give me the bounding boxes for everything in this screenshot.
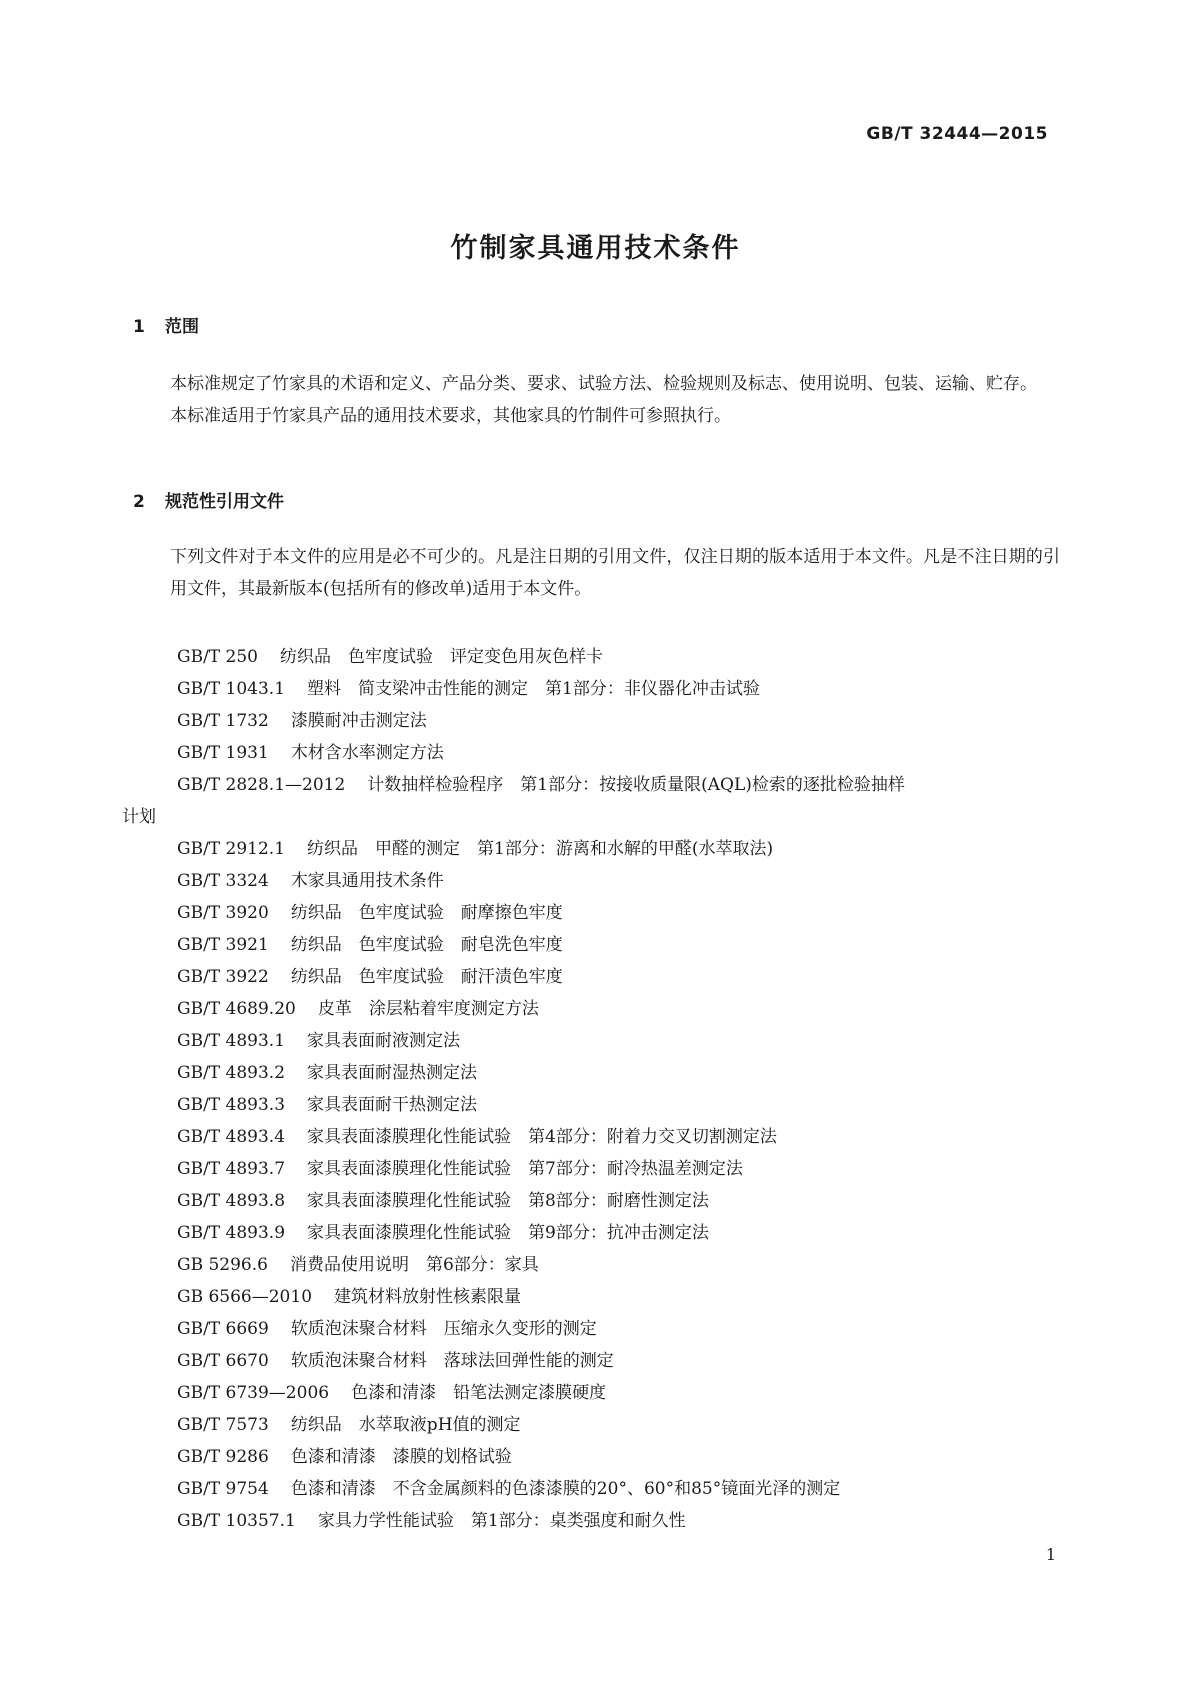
reference-title: 纺织品 色牢度试验 评定变色用灰色样卡 bbox=[280, 647, 603, 667]
standard-code: GB/T 32444—2015 bbox=[866, 124, 1048, 144]
reference-code: GB/T 6670 bbox=[177, 1351, 269, 1371]
reference-item bbox=[122, 769, 1060, 833]
reference-title: 木材含水率测定方法 bbox=[290, 743, 444, 763]
reference-code: GB/T 3922 bbox=[177, 967, 269, 987]
reference-title: 家具表面漆膜理化性能试验 第7部分：耐冷热温差测定法 bbox=[307, 1159, 743, 1179]
reference-code: GB/T 4893.3 bbox=[177, 1095, 286, 1115]
document-title: 竹制家具通用技术条件 bbox=[450, 233, 741, 264]
reference-code: GB/T 10357.1 bbox=[177, 1511, 296, 1531]
section-title: 规范性引用文件 bbox=[165, 492, 284, 512]
reference-item bbox=[122, 993, 1060, 1025]
section-heading-scope bbox=[133, 312, 199, 337]
reference-item bbox=[122, 1057, 1060, 1089]
reference-title: 家具表面耐液测定法 bbox=[307, 1031, 461, 1051]
reference-title: 纺织品 水萃取液pH值的测定 bbox=[290, 1415, 521, 1435]
reference-code: GB/T 4893.8 bbox=[177, 1191, 286, 1211]
reference-item bbox=[122, 705, 1060, 737]
reference-title: 家具表面漆膜理化性能试验 第8部分：耐磨性测定法 bbox=[307, 1191, 709, 1211]
reference-code: GB/T 7573 bbox=[177, 1415, 269, 1435]
reference-code: GB 5296.6 bbox=[177, 1255, 268, 1275]
page-number: 1 bbox=[1045, 1545, 1056, 1564]
reference-code: GB 6566—2010 bbox=[177, 1287, 313, 1307]
reference-item bbox=[122, 1441, 1060, 1473]
reference-item bbox=[122, 1505, 1060, 1537]
reference-item bbox=[122, 673, 1060, 705]
reference-title: 色漆和清漆 不含金属颜料的色漆漆膜的20°、60°和85°镜面光泽的测定 bbox=[290, 1479, 841, 1499]
reference-code: GB/T 9286 bbox=[177, 1447, 269, 1467]
reference-title: 家具表面耐干热测定法 bbox=[307, 1095, 478, 1115]
reference-code: GB/T 2912.1 bbox=[177, 839, 286, 859]
reference-item bbox=[122, 1281, 1060, 1313]
reference-code: GB/T 3920 bbox=[177, 903, 269, 923]
reference-item bbox=[122, 897, 1060, 929]
reference-code: GB/T 4893.7 bbox=[177, 1159, 286, 1179]
reference-title: 木家具通用技术条件 bbox=[290, 871, 444, 891]
section-number: 1 bbox=[133, 317, 145, 337]
reference-title: 软质泡沫聚合材料 压缩永久变形的测定 bbox=[290, 1319, 597, 1339]
reference-item bbox=[122, 833, 1060, 865]
reference-code: GB/T 250 bbox=[177, 647, 258, 667]
reference-code: GB/T 3324 bbox=[177, 871, 269, 891]
reference-title: 纺织品 色牢度试验 耐皂洗色牢度 bbox=[290, 935, 563, 955]
reference-title: 建筑材料放射性核素限量 bbox=[334, 1287, 522, 1307]
paragraph-text: 下列文件对于本文件的应用是必不可少的。凡是注日期的引用文件，仅注日期的版本适用于本文件。凡是不注日期的引用文件，其最新版本(包括所有的修改单)适用于本文件。 bbox=[170, 547, 1060, 599]
reference-code: GB/T 4893.4 bbox=[177, 1127, 286, 1147]
reference-item bbox=[122, 1377, 1060, 1409]
reference-item bbox=[122, 1313, 1060, 1345]
reference-item bbox=[122, 1217, 1060, 1249]
reference-item bbox=[122, 961, 1060, 993]
reference-item bbox=[122, 1089, 1060, 1121]
reference-item bbox=[122, 1121, 1060, 1153]
paragraph bbox=[122, 368, 1060, 432]
section-heading-references bbox=[133, 487, 284, 512]
reference-title: 皮革 涂层粘着牢度测定方法 bbox=[317, 999, 539, 1019]
paragraph-text: 本标准适用于竹家具产品的通用技术要求，其他家具的竹制件可参照执行。 bbox=[170, 406, 731, 426]
reference-title: 色漆和清漆 漆膜的划格试验 bbox=[290, 1447, 512, 1467]
reference-item bbox=[122, 1025, 1060, 1057]
reference-title: 色漆和清漆 铅笔法测定漆膜硬度 bbox=[351, 1383, 607, 1403]
reference-list bbox=[122, 641, 1060, 1537]
reference-item bbox=[122, 1409, 1060, 1441]
reference-code: GB/T 1732 bbox=[177, 711, 269, 731]
reference-code: GB/T 1043.1 bbox=[177, 679, 286, 699]
section-number: 2 bbox=[133, 492, 145, 512]
reference-title: 家具表面漆膜理化性能试验 第9部分：抗冲击测定法 bbox=[307, 1223, 709, 1243]
reference-code: GB/T 6739—2006 bbox=[177, 1383, 330, 1403]
reference-item bbox=[122, 737, 1060, 769]
reference-code: GB/T 4893.9 bbox=[177, 1223, 286, 1243]
reference-item bbox=[122, 1153, 1060, 1185]
reference-item bbox=[122, 641, 1060, 673]
reference-item bbox=[122, 865, 1060, 897]
reference-code: GB/T 4893.1 bbox=[177, 1031, 286, 1051]
reference-title: 漆膜耐冲击测定法 bbox=[290, 711, 427, 731]
reference-item bbox=[122, 1185, 1060, 1217]
reference-code: GB/T 4689.20 bbox=[177, 999, 296, 1019]
reference-item bbox=[122, 1473, 1060, 1505]
reference-title: 软质泡沫聚合材料 落球法回弹性能的测定 bbox=[290, 1351, 614, 1371]
reference-title-continuation: 计划 bbox=[122, 807, 156, 827]
reference-title: 塑料 简支梁冲击性能的测定 第1部分：非仪器化冲击试验 bbox=[307, 679, 760, 699]
reference-title: 家具表面漆膜理化性能试验 第4部分：附着力交叉切割测定法 bbox=[307, 1127, 777, 1147]
reference-title: 纺织品 甲醛的测定 第1部分：游离和水解的甲醛(水萃取法) bbox=[307, 839, 774, 859]
reference-title: 家具力学性能试验 第1部分：桌类强度和耐久性 bbox=[317, 1511, 686, 1531]
reference-code: GB/T 2828.1—2012 bbox=[177, 775, 346, 795]
reference-title: 纺织品 色牢度试验 耐汗渍色牢度 bbox=[290, 967, 563, 987]
reference-title: 家具表面耐湿热测定法 bbox=[307, 1063, 478, 1083]
reference-item bbox=[122, 929, 1060, 961]
reference-title: 计数抽样检验程序 第1部分：按接收质量限(AQL)检索的逐批检验抽样 bbox=[367, 775, 905, 795]
reference-title: 消费品使用说明 第6部分：家具 bbox=[289, 1255, 539, 1275]
reference-code: GB/T 4893.2 bbox=[177, 1063, 286, 1083]
section-title: 范围 bbox=[165, 317, 199, 337]
reference-item bbox=[122, 1249, 1060, 1281]
reference-code: GB/T 9754 bbox=[177, 1479, 269, 1499]
reference-code: GB/T 3921 bbox=[177, 935, 269, 955]
paragraph-text: 本标准规定了竹家具的术语和定义、产品分类、要求、试验方法、检验规则及标志、使用说明、包装、运输、贮存。 bbox=[170, 374, 1037, 394]
paragraph bbox=[122, 541, 1060, 605]
reference-code: GB/T 6669 bbox=[177, 1319, 269, 1339]
reference-code: GB/T 1931 bbox=[177, 743, 269, 763]
reference-item bbox=[122, 1345, 1060, 1377]
reference-title: 纺织品 色牢度试验 耐摩擦色牢度 bbox=[290, 903, 563, 923]
